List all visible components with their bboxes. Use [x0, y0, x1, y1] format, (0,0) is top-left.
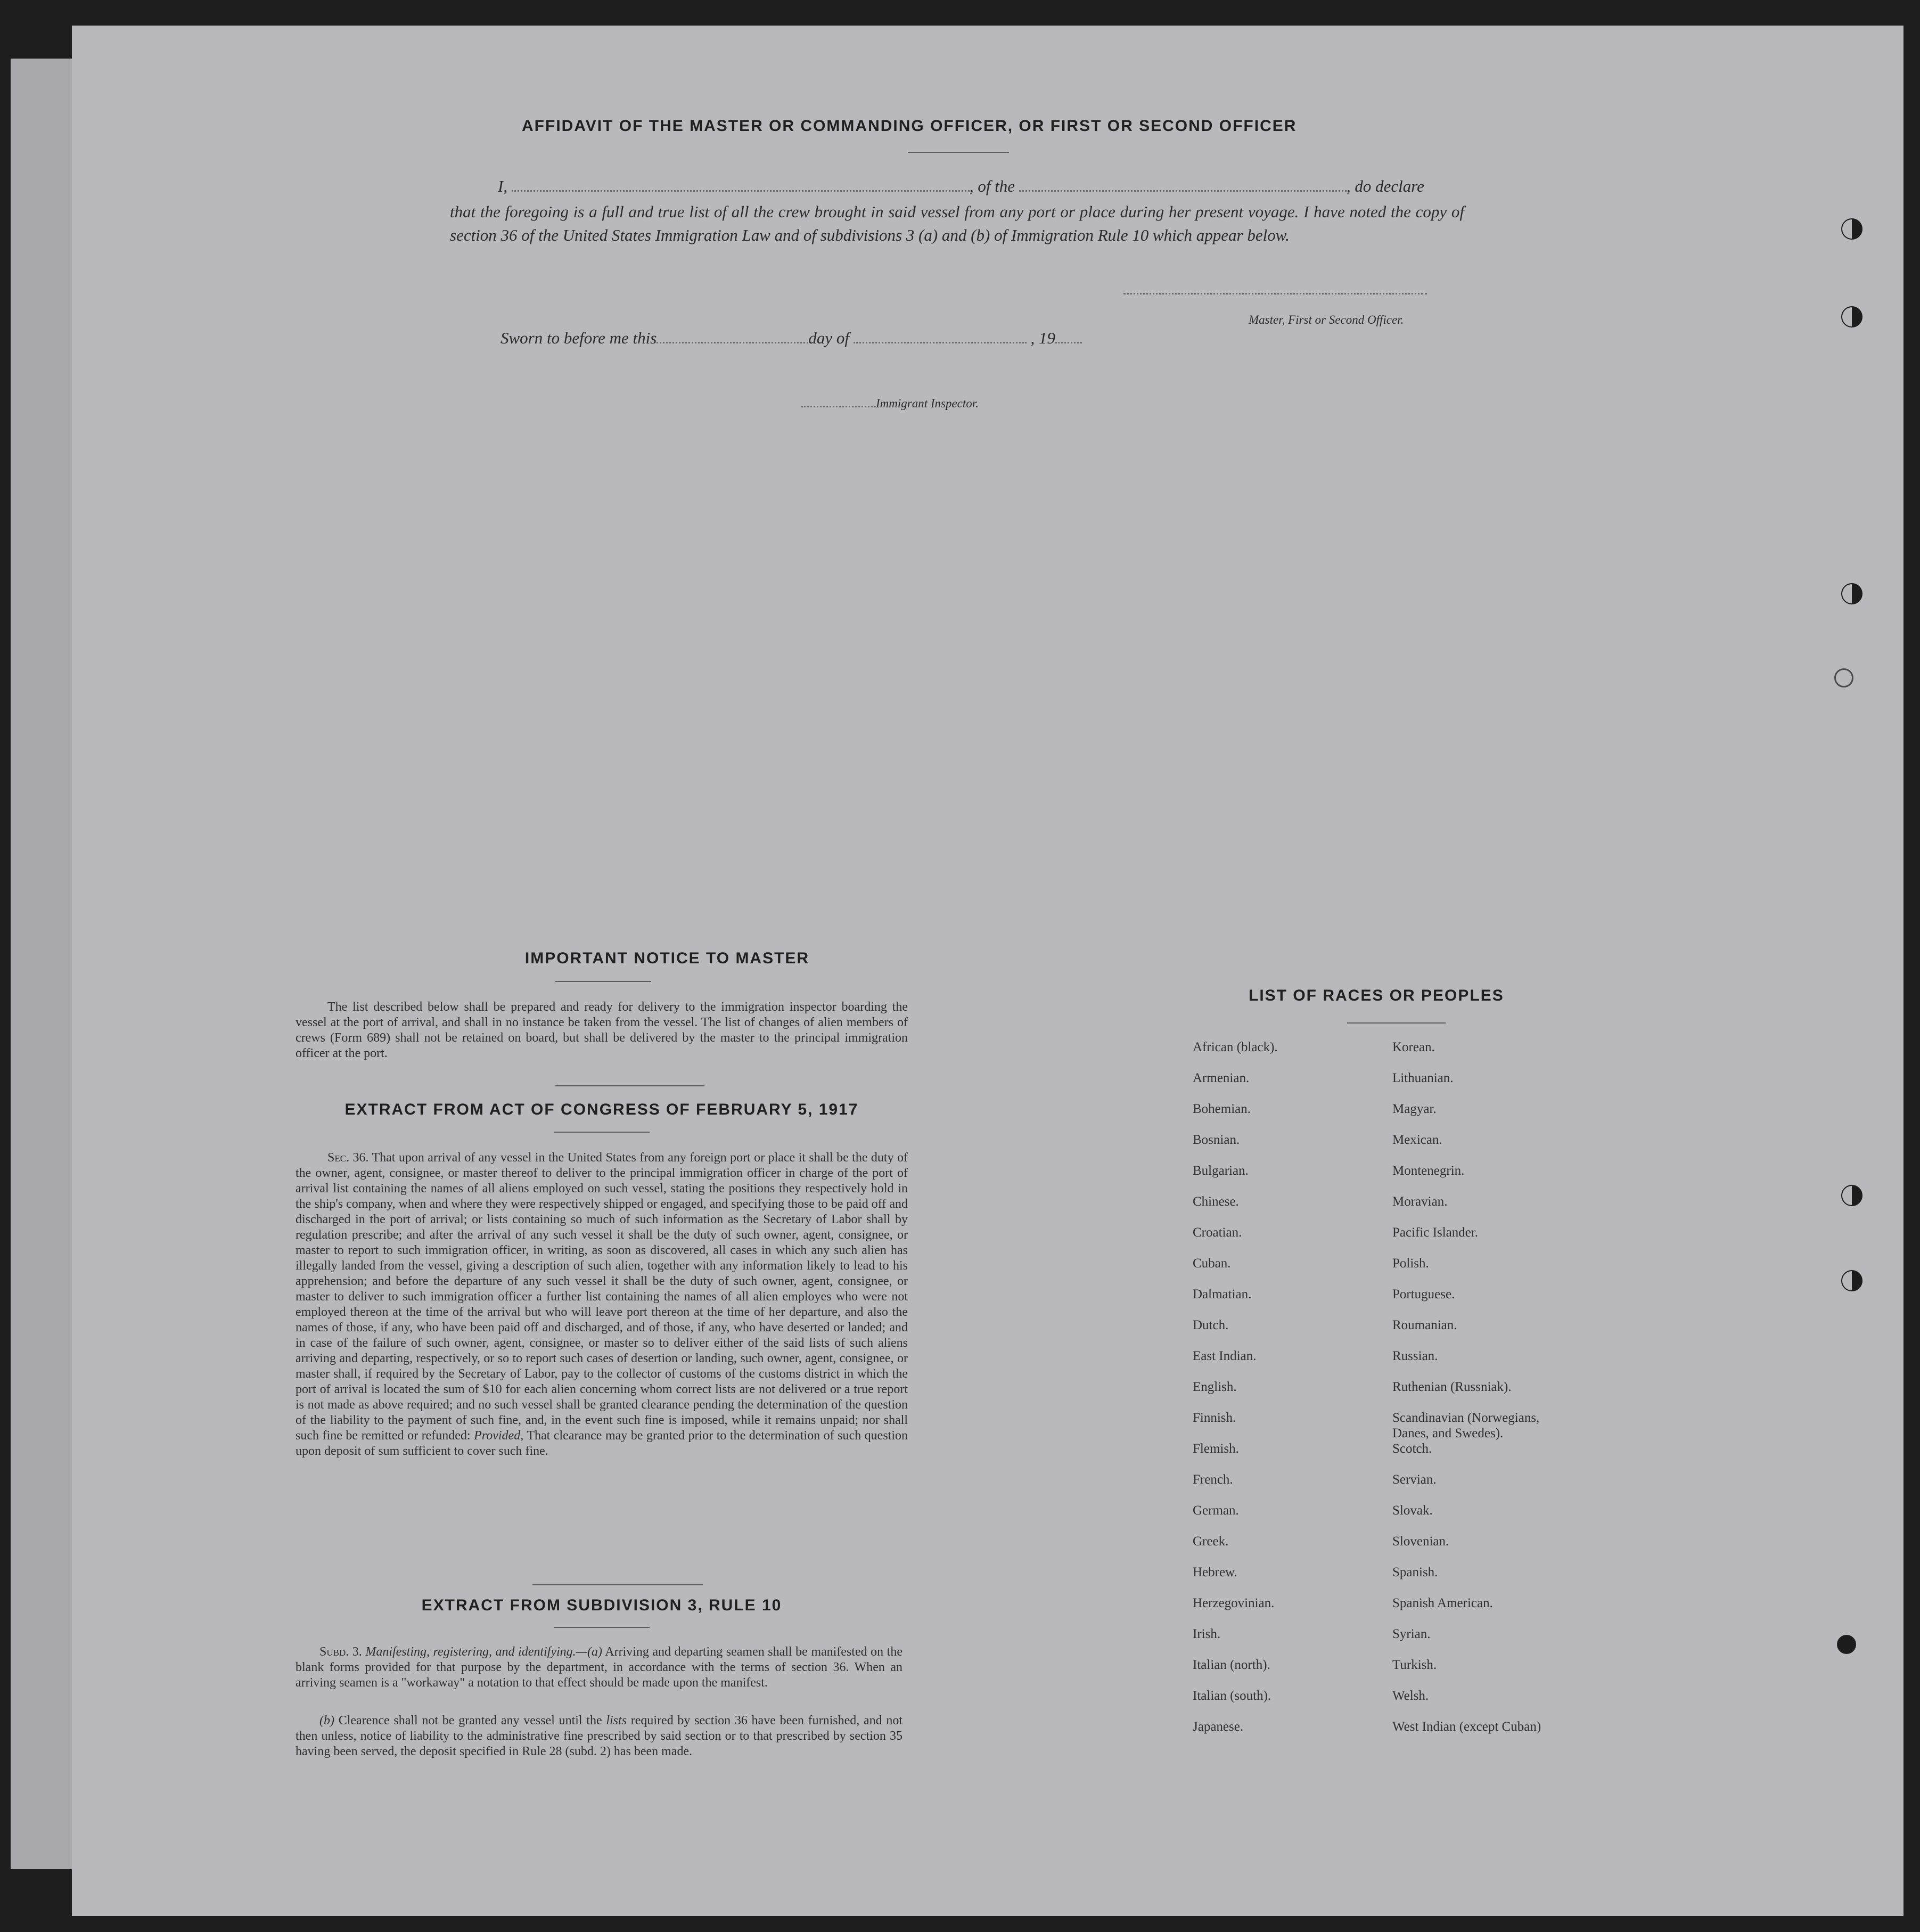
race-item: Syrian.	[1392, 1627, 1431, 1641]
race-item: Cuban.	[1193, 1256, 1231, 1271]
race-item: Hebrew.	[1193, 1565, 1237, 1579]
race-item: Slovak.	[1392, 1503, 1433, 1518]
affidavit-i: I,	[498, 177, 508, 195]
binder-hole	[1837, 1635, 1856, 1654]
race-item: Russian.	[1392, 1349, 1438, 1363]
race-item: Montenegrin.	[1392, 1164, 1465, 1178]
notice-title-rule	[555, 981, 651, 982]
act-extract-text	[296, 1150, 908, 1459]
race-item: German.	[1193, 1503, 1239, 1518]
sworn-line	[500, 329, 1082, 348]
race-item: Irish.	[1193, 1627, 1221, 1641]
separator-rule	[555, 1085, 704, 1086]
race-item: Armenian.	[1193, 1071, 1250, 1085]
race-item: Servian.	[1392, 1472, 1437, 1487]
races-column-1	[1193, 1039, 1384, 1750]
binder-hole	[1834, 668, 1853, 687]
para-b-text-1: Clearence shall not be granted any vessel until the	[338, 1714, 602, 1728]
race-item: Croatian.	[1193, 1225, 1242, 1240]
master-signature-label: Master, First or Second Officer.	[1249, 313, 1404, 326]
race-item: Spanish American.	[1392, 1596, 1493, 1610]
race-item: Korean.	[1392, 1040, 1435, 1054]
binder-hole	[1841, 306, 1862, 328]
affidavit-body: that the foregoing is a full and true list of all the crew brought in said vessel from any port or place during her present voyage. I have noted the copy of section 36 of the United States Immigration Law and of subdivisions 3 (a) and (b) of Immigration Rule 10 which appear below.	[450, 202, 1464, 244]
document-sheet	[72, 26, 1903, 1916]
race-item: Flemish.	[1193, 1442, 1239, 1456]
inspector-signature-blank[interactable]	[801, 405, 876, 407]
races-title-rule	[1347, 1022, 1446, 1024]
rule-para-a	[296, 1644, 902, 1691]
race-item: English.	[1193, 1380, 1237, 1394]
provided-text: That clearance may be granted prior to the determination of such question upon deposit of sum sufficient to cover such fine.	[296, 1429, 908, 1458]
race-item: Roumanian.	[1392, 1318, 1457, 1332]
para-b-lists: lists	[606, 1714, 627, 1728]
para-b-label: (b)	[319, 1714, 334, 1728]
sworn-prefix: Sworn to before me this	[500, 329, 657, 347]
affidavit-declaration-line	[498, 177, 1424, 196]
rule-extract-title: EXTRACT FROM SUBDIVISION 3, RULE 10	[421, 1597, 782, 1614]
sworn-year-blank[interactable]	[1055, 341, 1082, 343]
sworn-year: , 19	[1030, 329, 1055, 347]
race-item: Polish.	[1392, 1256, 1429, 1271]
races-column-2	[1392, 1039, 1616, 1750]
affidavit-title: AFFIDAVIT OF THE MASTER OR COMMANDING OFFICER, OR FIRST OR SECOND OFFICER	[522, 117, 1297, 135]
affidavit-declare: , do declare	[1346, 177, 1424, 195]
subd-label: Subd. 3.	[319, 1645, 362, 1659]
race-item: Italian (south).	[1193, 1689, 1271, 1703]
page-edge-strip	[11, 59, 73, 1869]
race-item: Dalmatian.	[1193, 1287, 1252, 1301]
act-extract-title: EXTRACT FROM ACT OF CONGRESS OF FEBRUARY 5, 1917	[344, 1101, 859, 1118]
race-item: Mexican.	[1392, 1133, 1442, 1147]
race-item: Lithuanian.	[1392, 1071, 1454, 1085]
notice-title: IMPORTANT NOTICE TO MASTER	[524, 949, 810, 967]
separator-rule	[532, 1584, 703, 1585]
section-label: Sec. 36.	[327, 1151, 369, 1165]
inspector-label: Immigrant Inspector.	[876, 397, 979, 410]
race-item: Turkish.	[1392, 1658, 1437, 1672]
binder-hole	[1841, 1270, 1862, 1291]
race-item: Pacific Islander.	[1392, 1225, 1479, 1240]
race-item: African (black).	[1193, 1040, 1278, 1054]
race-item: West Indian (except Cuban)	[1392, 1720, 1541, 1734]
races-title: LIST OF RACES OR PEOPLES	[1249, 987, 1504, 1004]
binder-hole	[1841, 218, 1862, 240]
rule-title-rule	[554, 1627, 650, 1628]
binder-hole	[1841, 1185, 1862, 1206]
race-item: Scotch.	[1392, 1442, 1432, 1456]
notice-text: The list described below shall be prepared and ready for delivery to the immigration inspector boarding the vessel at the port of arrival, and shall in no instance be taken from the vessel. The list of changes of alien members of crews (Form 689) shall not be retained on board, but shall be delivered by the master to the principal immigration officer at the port.	[296, 1000, 908, 1060]
section-36-text: That upon arrival of any vessel in the United States from any foreign port or place it shall be the duty of the owner, agent, consignee, or master thereof to deliver to the principal immigration officer in charge of the port of arrival list containing the names of all aliens employed on such vessel, stating the positions they respectively hold in the ship's company, when and where they were respectively shipped or engaged, and specifying those to be paid off and discharged in the port of arrival; or lists containing so much of such information as the Secretary of Labor shall by regulation prescribe; and after the arrival of any such vessel it shall be the duty of such owner, agent, consignee, or master to report to such immigration officer, in writing, as soon as discovered, all cases in which any such alien has illegally landed from the vessel, giving a description of such alien, together with any information likely to lead to his apprehension; and before the departure of any such vessel it shall be the duty of such owner, agent, consignee, or master to deliver to such immigration officer a further list containing the names of all alien employes who were not employed thereon at the time of the arrival but who will leave port thereon at the time of her departure, and also the names of those, if any, who have been paid off and discharged, and of those, if any, who have deserted or landed; and in case of the failure of such owner, agent, consignee, or master so to deliver either of the said lists of such aliens arriving and departing, respectively, or so to report such cases of desertion or landing, such owner, agent, consignee, or master shall, if required by the Secretary of Labor, pay to the collector of customs of the customs district in which the port of arrival is located the sum of $10 for each alien concerning whom correct lists are not delivered or a true report is not made as above required; and no such vessel shall be granted clearance pending the determination of the question of the liability to the payment of such fine, and, in the event such fine is imposed, while it remains unpaid; nor shall such fine be remitted or refunded:	[296, 1151, 908, 1443]
sworn-month-blank[interactable]	[854, 341, 1027, 343]
race-item: Japanese.	[1193, 1720, 1244, 1734]
race-item: Chinese.	[1193, 1194, 1239, 1209]
race-item: Scandinavian (Norwegians, Danes, and Swedes).	[1392, 1411, 1540, 1440]
inspector-line	[801, 397, 979, 411]
race-item: Greek.	[1193, 1534, 1229, 1549]
subd-para-a: Arriving and departing seamen shall be manifested on the blank forms provided for that purpose by the department, in accordance with the terms of section 36. When an arriving seamen is a "workaway" a notation to that effect should be made upon the manifest.	[296, 1645, 903, 1690]
race-item: Ruthenian (Russniak).	[1392, 1380, 1512, 1394]
vessel-blank[interactable]	[1019, 190, 1347, 192]
race-item: Bohemian.	[1193, 1102, 1251, 1116]
master-signature-line[interactable]	[1123, 293, 1427, 296]
provided-label: Provided,	[474, 1429, 524, 1443]
affidavit-title-rule	[908, 152, 1009, 153]
race-item: Spanish.	[1392, 1565, 1438, 1579]
affidavit-of-the: , of the	[969, 177, 1015, 195]
act-title-rule	[554, 1132, 650, 1133]
name-blank[interactable]	[512, 190, 970, 192]
race-item: Welsh.	[1392, 1689, 1429, 1703]
binder-hole	[1841, 583, 1862, 604]
race-item: Herzegovinian.	[1193, 1596, 1275, 1610]
sworn-day: day of	[808, 329, 849, 347]
race-item: Magyar.	[1392, 1102, 1437, 1116]
subd-heading: Manifesting, registering, and identifying.—(a)	[365, 1645, 602, 1659]
race-item: Moravian.	[1392, 1194, 1448, 1209]
rule-para-b	[296, 1713, 902, 1759]
race-item: Portuguese.	[1392, 1287, 1455, 1301]
race-item: French.	[1193, 1472, 1233, 1487]
race-item: Finnish.	[1193, 1411, 1236, 1425]
race-item: Bosnian.	[1193, 1133, 1240, 1147]
race-item: Bulgarian.	[1193, 1164, 1249, 1178]
race-item: Italian (north).	[1193, 1658, 1270, 1672]
race-item: Slovenian.	[1392, 1534, 1449, 1549]
race-item: East Indian.	[1193, 1349, 1257, 1363]
para-b-text-2: required by section 36 have been furnished, and not then unless, notice of liability to the administrative fine prescribed by said section or to that prescribed by section 35 having been served, the deposit specified in Rule 28 (subd. 2) has been made.	[296, 1714, 903, 1758]
race-item: Dutch.	[1193, 1318, 1229, 1332]
sworn-date-blank[interactable]	[657, 341, 808, 343]
